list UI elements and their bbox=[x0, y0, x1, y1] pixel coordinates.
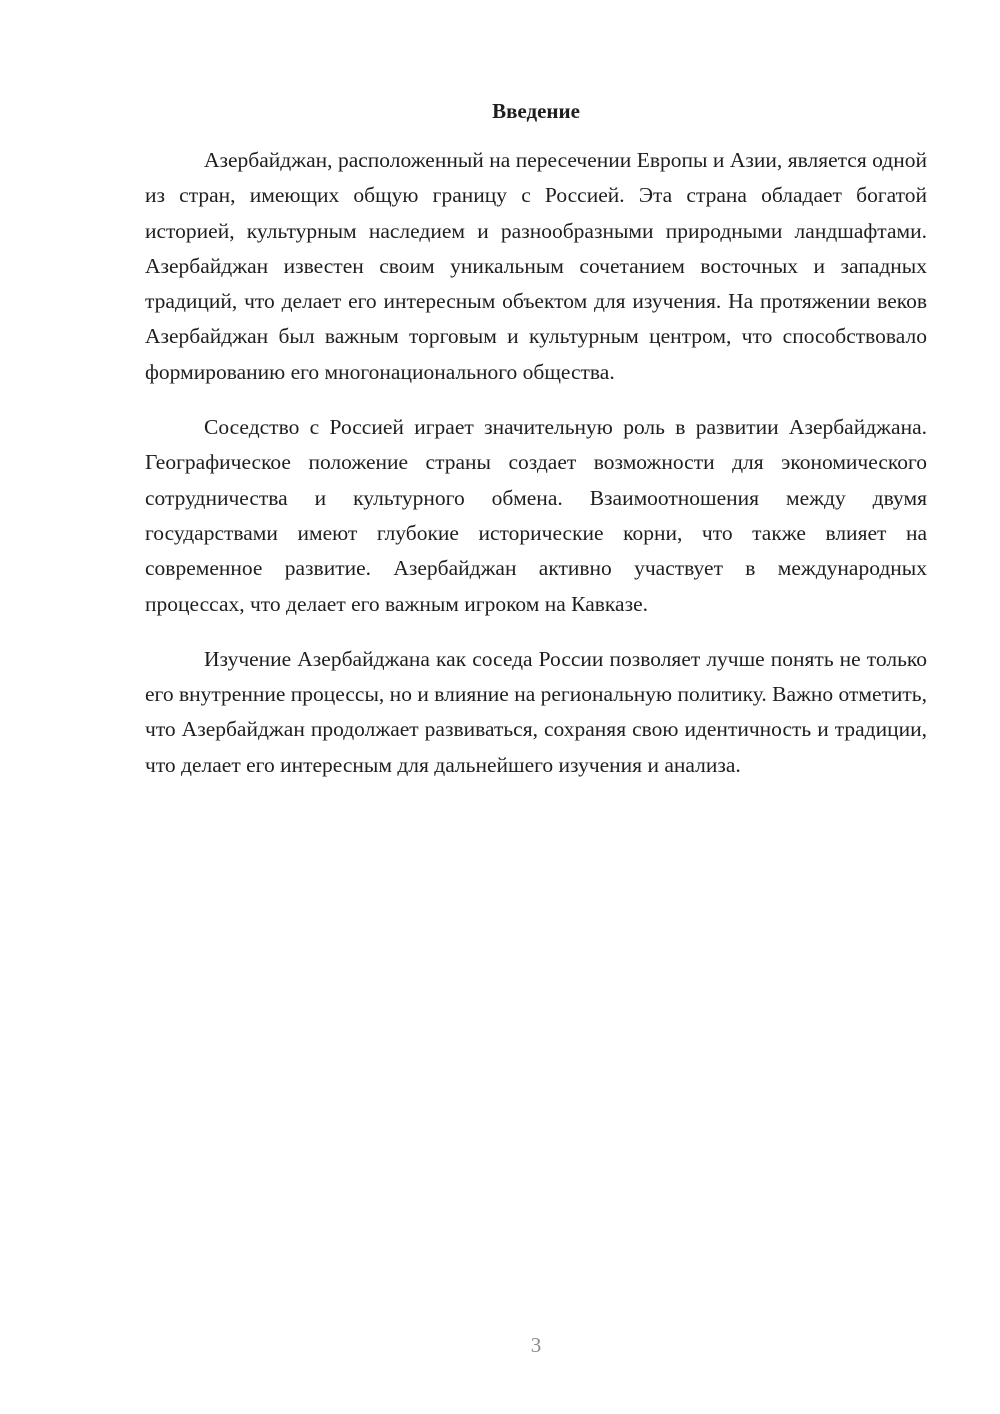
paragraph-3: Изучение Азербайджана как соседа России позволяет лучше понять не только его внутренние процессы, но и влияние на региональную политику. Важно отметить, что Азербайджан продолжает развиваться, сохраняя свою идентичность и традиции, что делает его интересным для дальнейшего изучения и анализа. bbox=[145, 646, 927, 777]
page-title: Введение bbox=[492, 99, 580, 123]
paragraph-1: Азербайджан, расположенный на пересечении Европы и Азии, является одной из стран, имеющих общую границу с Россией. Эта страна обладает богатой историей, культурным наследием и разнообразными природными ландшафтами. Азербайджан известен своим уникальным сочетанием восточных и западных традиций, что делает его интересным объектом для изучения. На протяжении веков Азербайджан был важным торговым и культурным центром, что способствовало формированию его многонационального общества. bbox=[145, 148, 927, 384]
page-number: 3 bbox=[530, 1333, 542, 1357]
body-text bbox=[145, 143, 927, 803]
paragraph-2: Соседство с Россией играет значительную роль в развитии Азербайджана. Географическое положение страны создает возможности для экономического сотрудничества и культурного обмена. Взаимоотношения между двумя государствами имеют глубокие исторические корни, что также влияет на современное развитие. Азербайджан активно участвует в международных процессах, что делает его важным игроком на Кавказе. bbox=[145, 415, 927, 616]
